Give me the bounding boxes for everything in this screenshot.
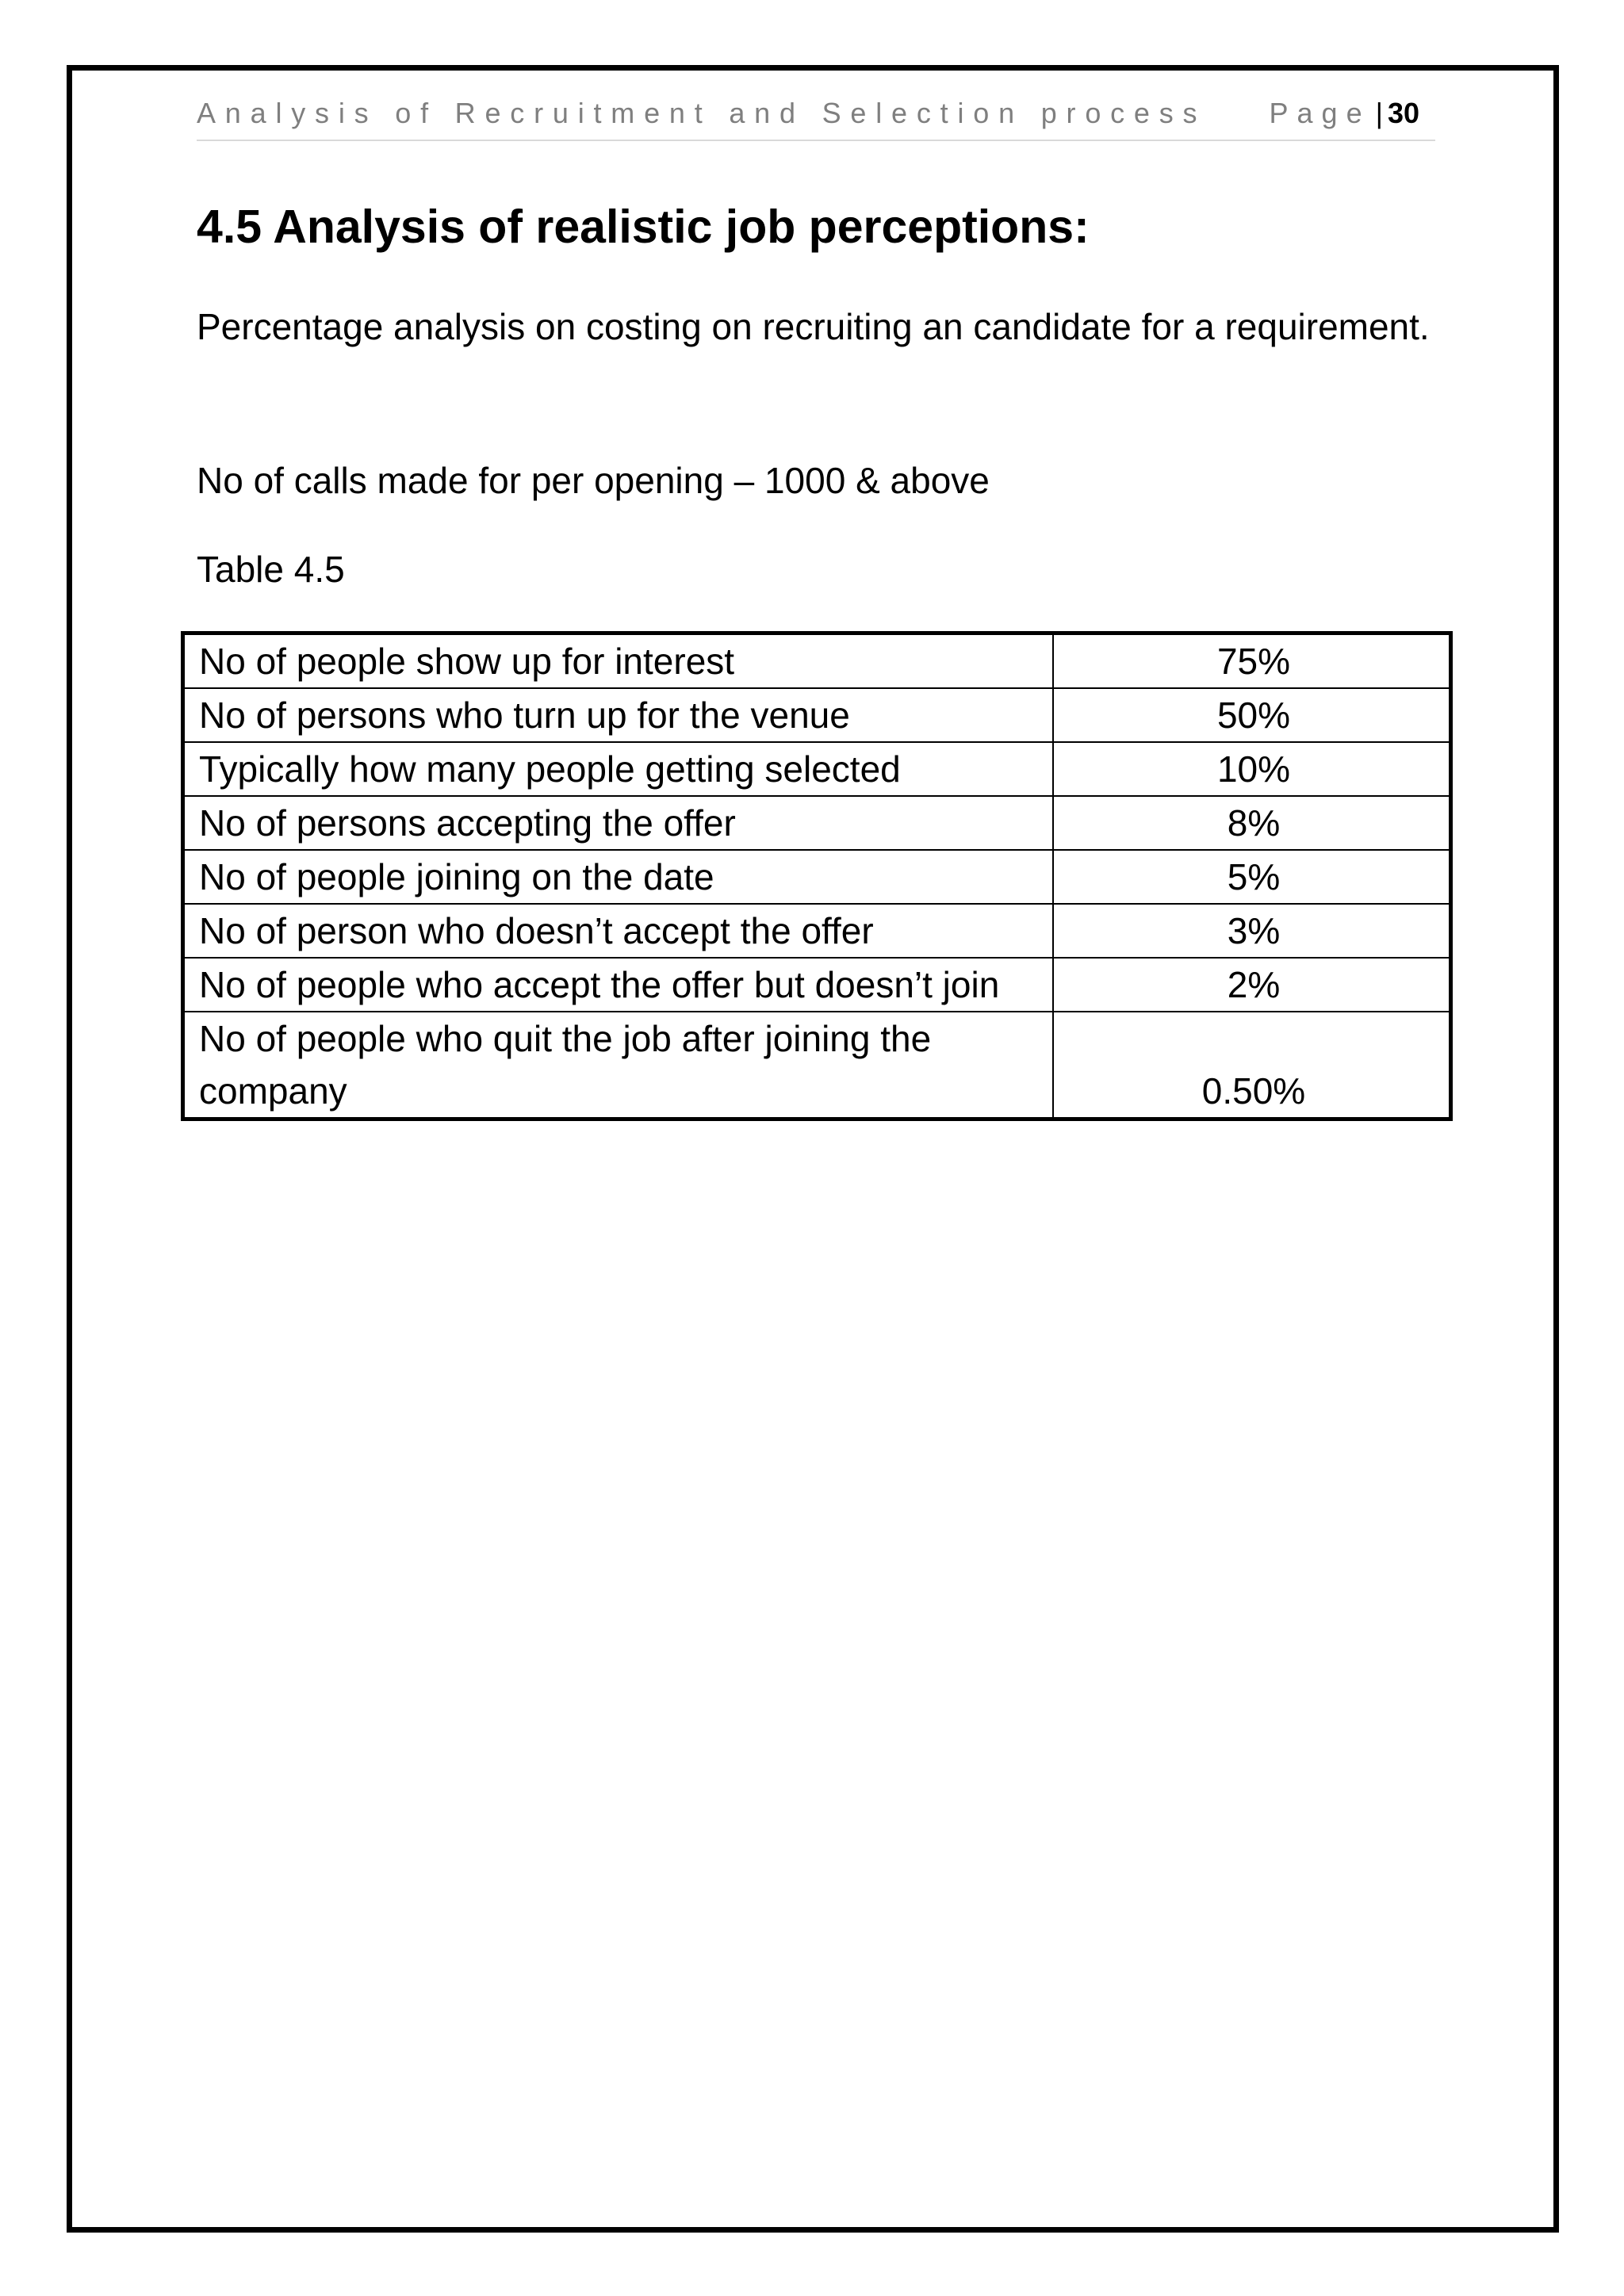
- row-label: No of people who quit the job after joining the company: [183, 1012, 1054, 1119]
- row-value: 0.50%: [1053, 1012, 1451, 1119]
- row-value: 8%: [1053, 796, 1451, 850]
- row-label: No of people who accept the offer but doesn’t join: [183, 958, 1054, 1012]
- table-row: [183, 958, 1451, 1012]
- table-row: [183, 1012, 1451, 1119]
- row-value: 50%: [1053, 688, 1451, 742]
- row-value: 2%: [1053, 958, 1451, 1012]
- row-label: No of persons accepting the offer: [183, 796, 1054, 850]
- table-row: [183, 633, 1451, 689]
- table-row: [183, 796, 1451, 850]
- table-row: [183, 904, 1451, 958]
- page-separator: |: [1375, 97, 1383, 129]
- row-label: Typically how many people getting selected: [183, 742, 1054, 796]
- row-value: 10%: [1053, 742, 1451, 796]
- row-value: 5%: [1053, 850, 1451, 904]
- table-row: [183, 850, 1451, 904]
- intro-paragraph: Percentage analysis on costing on recruiting an candidate for a requirement.: [197, 306, 1430, 347]
- row-value: 75%: [1053, 633, 1451, 689]
- calls-note: No of calls made for per opening – 1000 & above: [197, 460, 990, 501]
- table-caption: Table 4.5: [197, 549, 345, 590]
- row-label: No of people joining on the date: [183, 850, 1054, 904]
- page-label: [1270, 97, 1419, 130]
- running-header: [197, 95, 1435, 141]
- row-value: 3%: [1053, 904, 1451, 958]
- table-row: [183, 688, 1451, 742]
- section-heading: 4.5 Analysis of realistic job perceptions:: [197, 201, 1090, 253]
- row-label: No of people show up for interest: [183, 633, 1054, 689]
- page-border: [67, 65, 1559, 2233]
- page-word: Page: [1269, 97, 1371, 129]
- row-label: No of persons who turn up for the venue: [183, 688, 1054, 742]
- row-label: No of person who doesn’t accept the offer: [183, 904, 1054, 958]
- data-table: [181, 631, 1453, 1121]
- running-title: Analysis of Recruitment and Selection process: [197, 97, 1207, 129]
- table-row: [183, 742, 1451, 796]
- page-number: 30: [1387, 97, 1419, 129]
